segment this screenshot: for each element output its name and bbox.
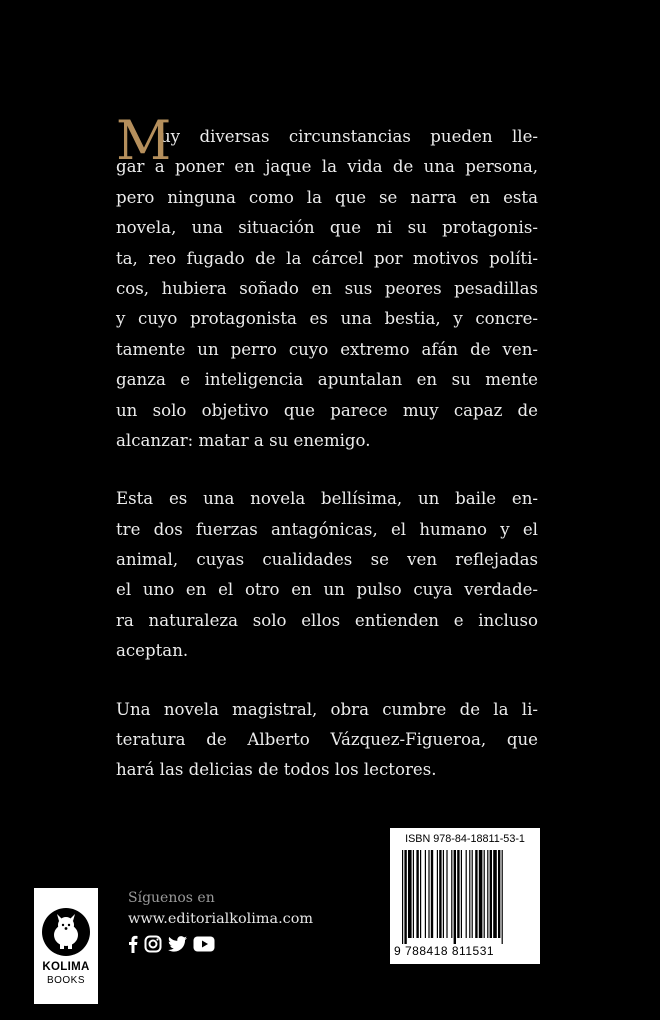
description-line: hará las delicias de todos los lectores. bbox=[116, 760, 437, 780]
description-line: M uy diversas circunstancias pueden lle- bbox=[116, 109, 538, 172]
youtube-icon[interactable] bbox=[193, 936, 215, 956]
barcode-digits: 9 788418 811531 bbox=[394, 944, 495, 958]
description-line: alcanzar: matar a su enemigo. bbox=[116, 430, 371, 450]
description-line: y cuyo protagonista es una bestia, y concre- bbox=[116, 309, 538, 329]
website-link[interactable]: www.editorialkolima.com bbox=[128, 911, 314, 927]
description-line: ra naturaleza solo ellos entienden e incluso bbox=[116, 610, 538, 630]
description-line: Esta es una novela bellísima, un baile en- bbox=[116, 489, 538, 509]
dog-icon bbox=[42, 908, 90, 956]
description-line: pero ninguna como la que se narra en esta bbox=[116, 187, 538, 207]
barcode-icon bbox=[402, 850, 528, 944]
description-line: ta, reo fugado de la cárcel por motivos políti- bbox=[116, 248, 538, 268]
publisher-sub: BOOKS bbox=[46, 975, 86, 986]
description-line: animal, cuyas cualidades se ven reflejadas bbox=[116, 550, 538, 570]
publisher-logo bbox=[34, 888, 98, 1004]
description-line: tamente un perro cuyo extremo afán de ven- bbox=[116, 339, 538, 359]
drop-cap: M bbox=[116, 109, 172, 172]
description-line: un solo objetivo que parece muy capaz de bbox=[116, 400, 538, 420]
description-line: teratura de Alberto Vázquez-Figueroa, que bbox=[116, 730, 538, 750]
book-description bbox=[116, 109, 538, 786]
isbn-label: ISBN 978-84-18811-53-1 bbox=[405, 833, 525, 845]
description-line: novela, una situación que ni su protagonis- bbox=[116, 218, 538, 238]
follow-label: Síguenos en bbox=[128, 890, 215, 906]
description-line: tre dos fuerzas antagónicas, el humano y el bbox=[116, 519, 538, 539]
description-line: ganza e inteligencia apuntalan en su mente bbox=[116, 370, 538, 390]
social-links bbox=[128, 936, 215, 956]
description-line: el uno en el otro en un pulso cuya verdade- bbox=[116, 580, 538, 600]
facebook-icon[interactable] bbox=[128, 935, 138, 957]
description-line: aceptan. bbox=[116, 641, 189, 661]
description-line: Una novela magistral, obra cumbre de la li- bbox=[116, 699, 538, 719]
instagram-icon[interactable] bbox=[144, 935, 162, 957]
isbn-barcode bbox=[390, 828, 540, 964]
description-line: gar a poner en jaque la vida de una persona, bbox=[116, 157, 538, 177]
publisher-name: KOLIMA bbox=[42, 961, 90, 973]
description-line: cos, hubiera soñado en sus peores pesadillas bbox=[116, 278, 538, 298]
twitter-icon[interactable] bbox=[168, 936, 187, 956]
